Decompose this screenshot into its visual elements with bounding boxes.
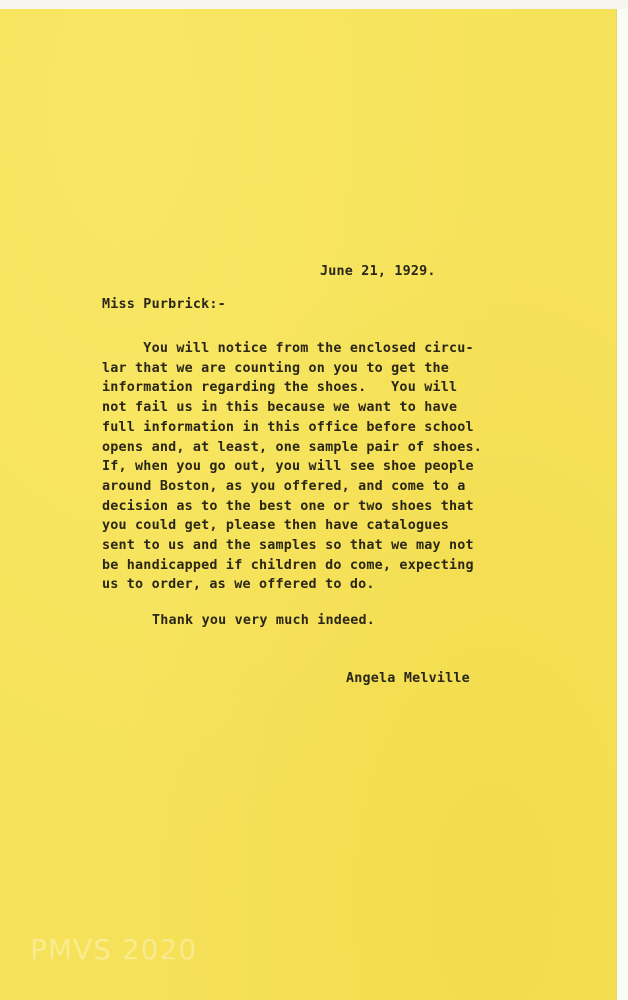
letter-body	[102, 339, 482, 595]
letter-salutation: Miss Purbrick:-	[102, 297, 226, 312]
body-line: You will notice from the enclosed circu-	[102, 341, 474, 356]
archive-watermark: PMVS 2020	[30, 933, 198, 966]
body-line: If, when you go out, you will see shoe people	[102, 459, 474, 475]
body-line: lar that we are counting on you to get the	[102, 360, 449, 376]
body-line: us to order, as we offered to do.	[102, 577, 375, 593]
body-line: full information in this office before school	[102, 419, 474, 435]
body-line: decision as to the best one or two shoes that	[102, 498, 474, 514]
body-line: not fail us in this because we want to have	[102, 400, 458, 416]
body-line: you could get, please then have catalogues	[102, 518, 449, 534]
body-line: information regarding the shoes. You will	[102, 380, 458, 396]
body-line: around Boston, as you offered, and come to a	[102, 478, 466, 494]
body-line: opens and, at least, one sample pair of shoes.	[102, 439, 483, 455]
body-line: sent to us and the samples so that we may not	[102, 538, 474, 554]
letter-date: June 21, 1929.	[320, 264, 436, 279]
letter-signature: Angela Melville	[346, 671, 470, 686]
scan-right-margin	[616, 9, 628, 1000]
letter-closing: Thank you very much indeed.	[152, 613, 376, 628]
letter-page	[0, 9, 616, 1000]
body-line: be handicapped if children do come, expecting	[102, 557, 474, 573]
